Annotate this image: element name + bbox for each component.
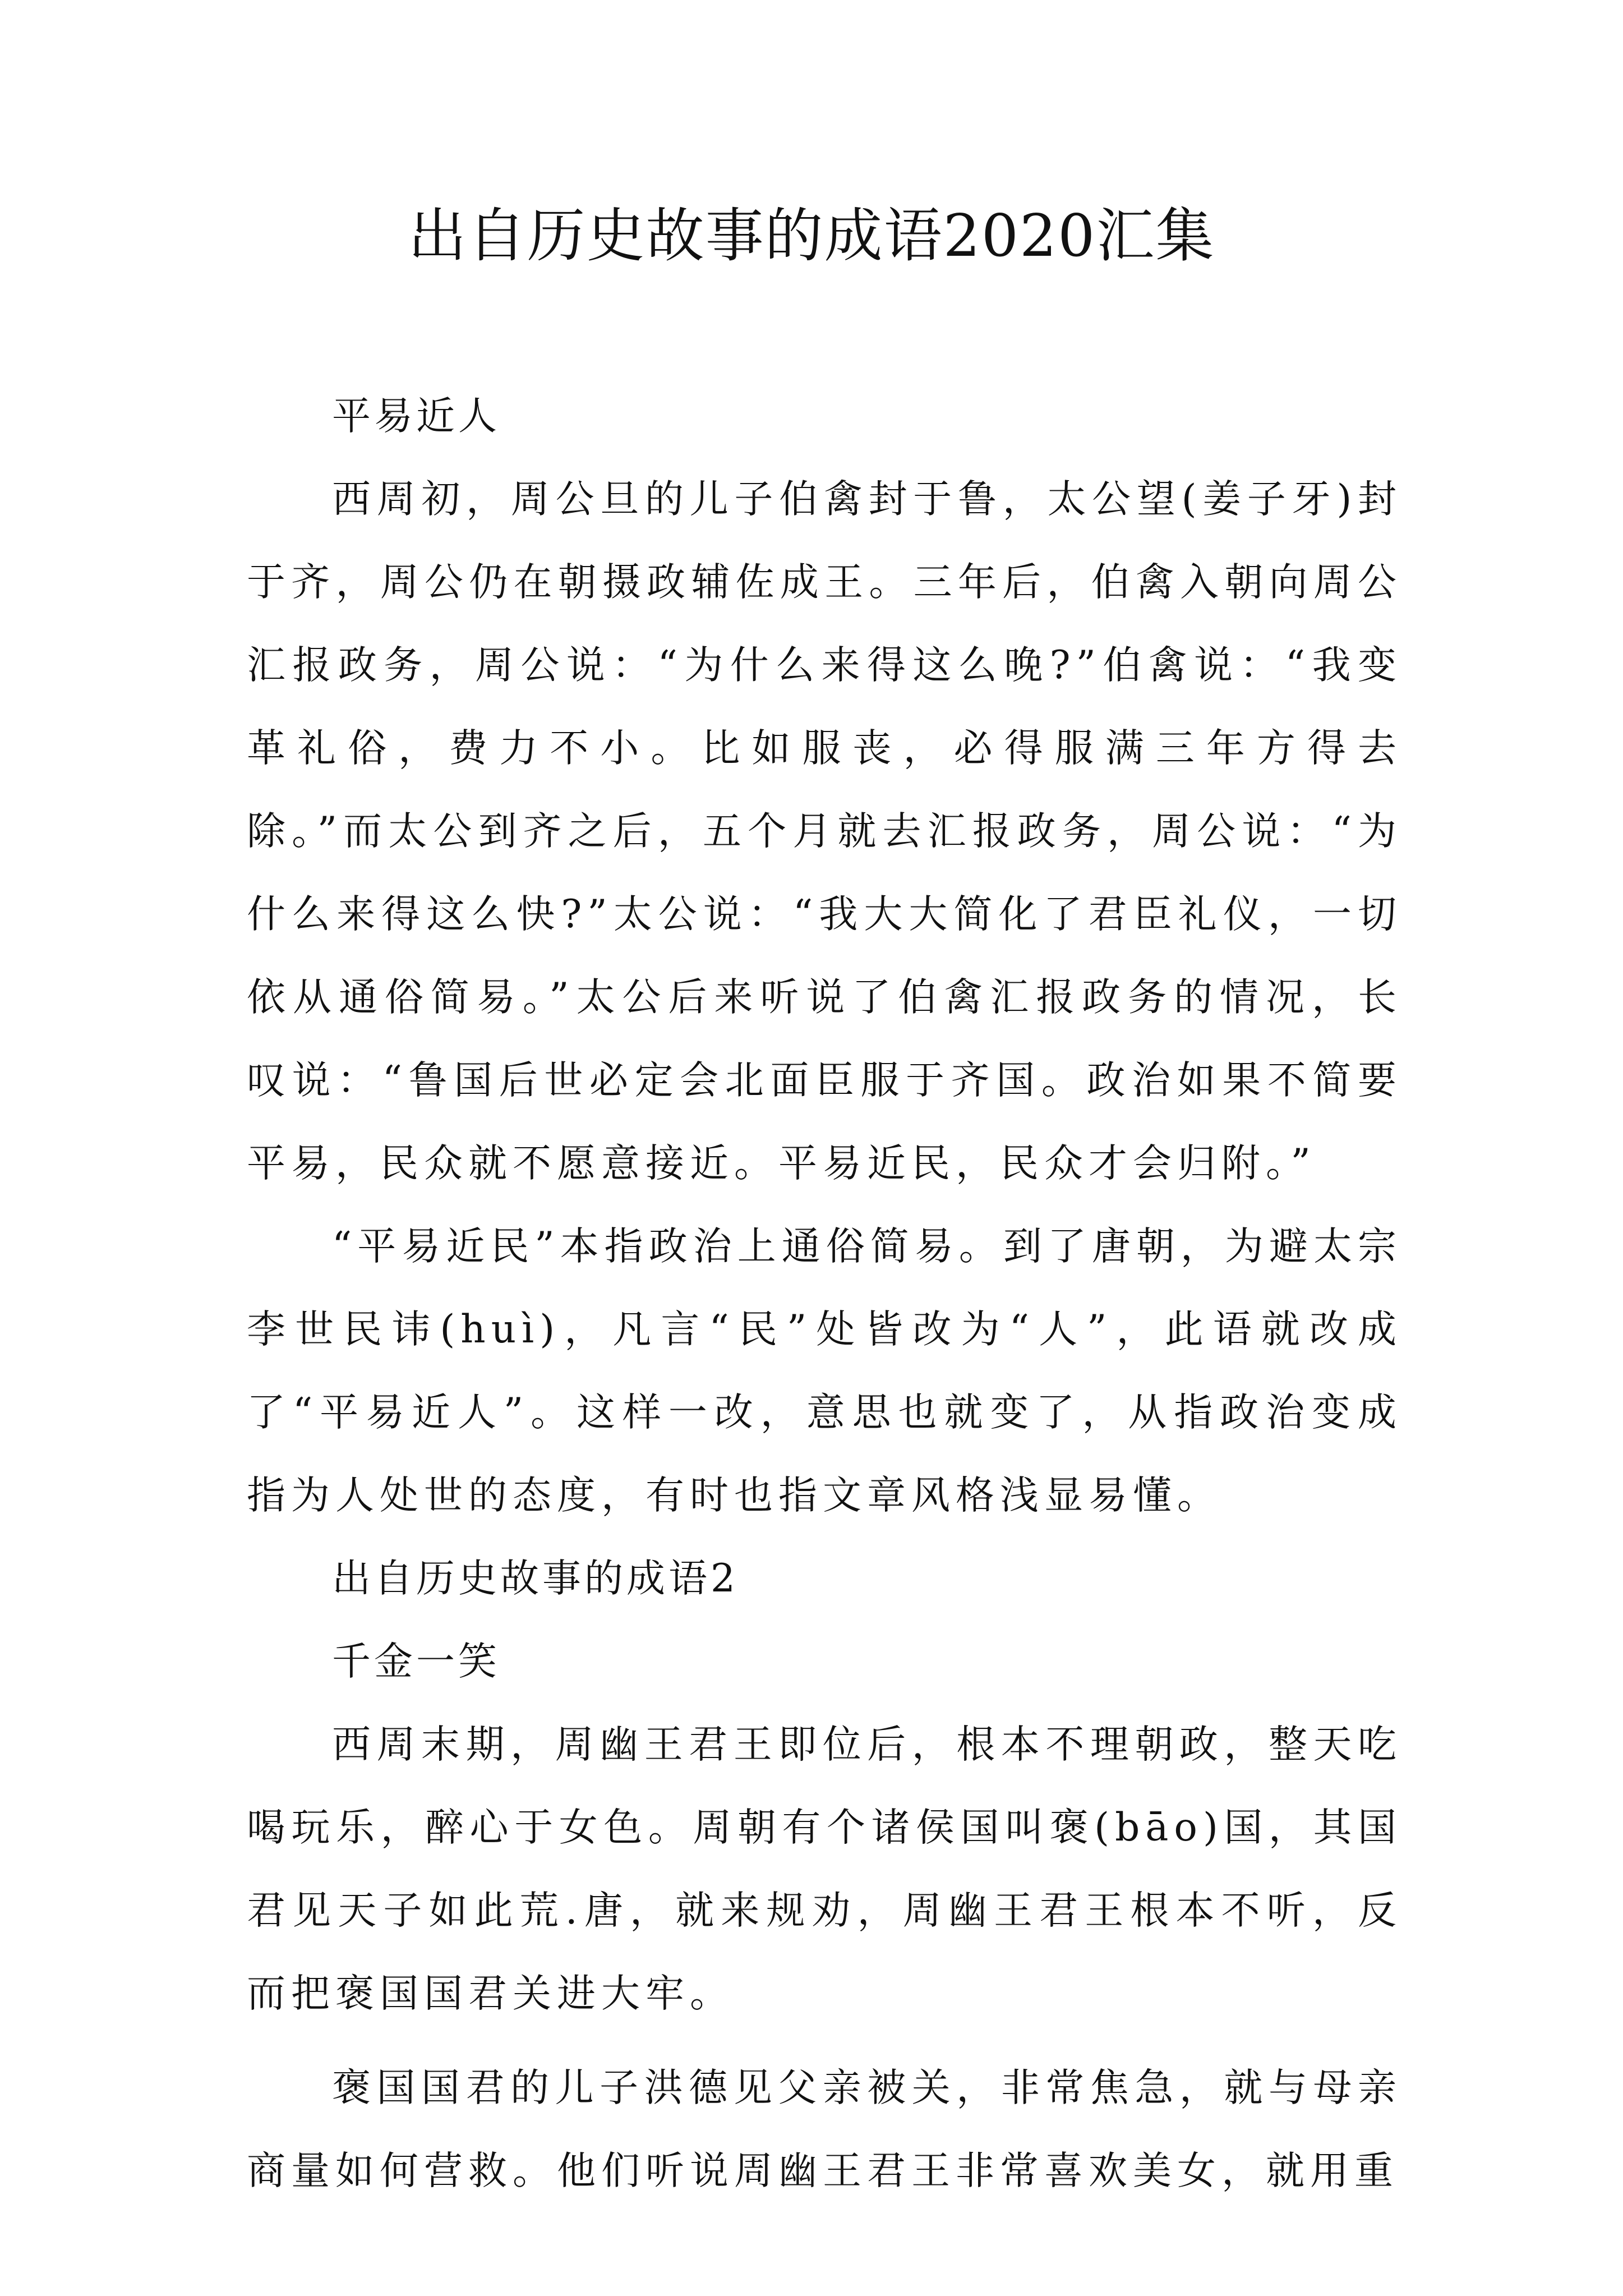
body-paragraph: 西周初，周公旦的儿子伯禽封于鲁，太公望(姜子牙)封于齐，周公仍在朝摄政辅佐成王。三年后，伯禽入朝向周公汇报政务，周公说：“为什么来得这么晚?”伯禽说：“我变革礼俗，费力不小。比如服丧，必得服满三年方得去除。”而太公到齐之后，五个月就去汇报政务，周公说：“为什么来得这么快?”太公说：“我大大简化了君臣礼仪，一切依从通俗简易。”太公后来听说了伯禽汇报政务的情况，长叹说：“鲁国后世必定会北面臣服于齐国。政治如果不简要平易，民众就不愿意接近。平易近民，民众才会归附。” bbox=[247, 477, 1402, 1186]
body-paragraph: 褒国国君的儿子洪德见父亲被关，非常焦急，就与母亲商量如何营救。他们听说周幽王君王非常喜欢美女，就用重 bbox=[247, 2065, 1402, 2193]
body-paragraph: “平易近民”本指政治上通俗简易。到了唐朝，为避太宗李世民讳(huì)，凡言“民”处皆改为“人”，此语就改成了“平易近人”。这样一改，意思也就变了，从指政治变成指为人处世的态度，有时也指文章风格浅显易懂。 bbox=[247, 1224, 1402, 1518]
document-body bbox=[247, 375, 1402, 2212]
document-title: 出自历史故事的成语2020汇集 bbox=[408, 201, 1215, 270]
body-paragraph: 西周末期，周幽王君王即位后，根本不理朝政，整天吃喝玩乐，醉心于女色。周朝有个诸侯国叫褒(bāo)国，其国君见天子如此荒.唐，就来规劝，周幽王君王根本不听，反而把褒国国君关进大牢。 bbox=[247, 1722, 1402, 2016]
section-heading-chengyu-2: 出自历史故事的成语2 bbox=[332, 1556, 739, 1601]
section-heading-qianjin-yixiao: 千金一笑 bbox=[332, 1639, 500, 1684]
section-heading-pingyi-jinren: 平易近人 bbox=[332, 394, 500, 439]
